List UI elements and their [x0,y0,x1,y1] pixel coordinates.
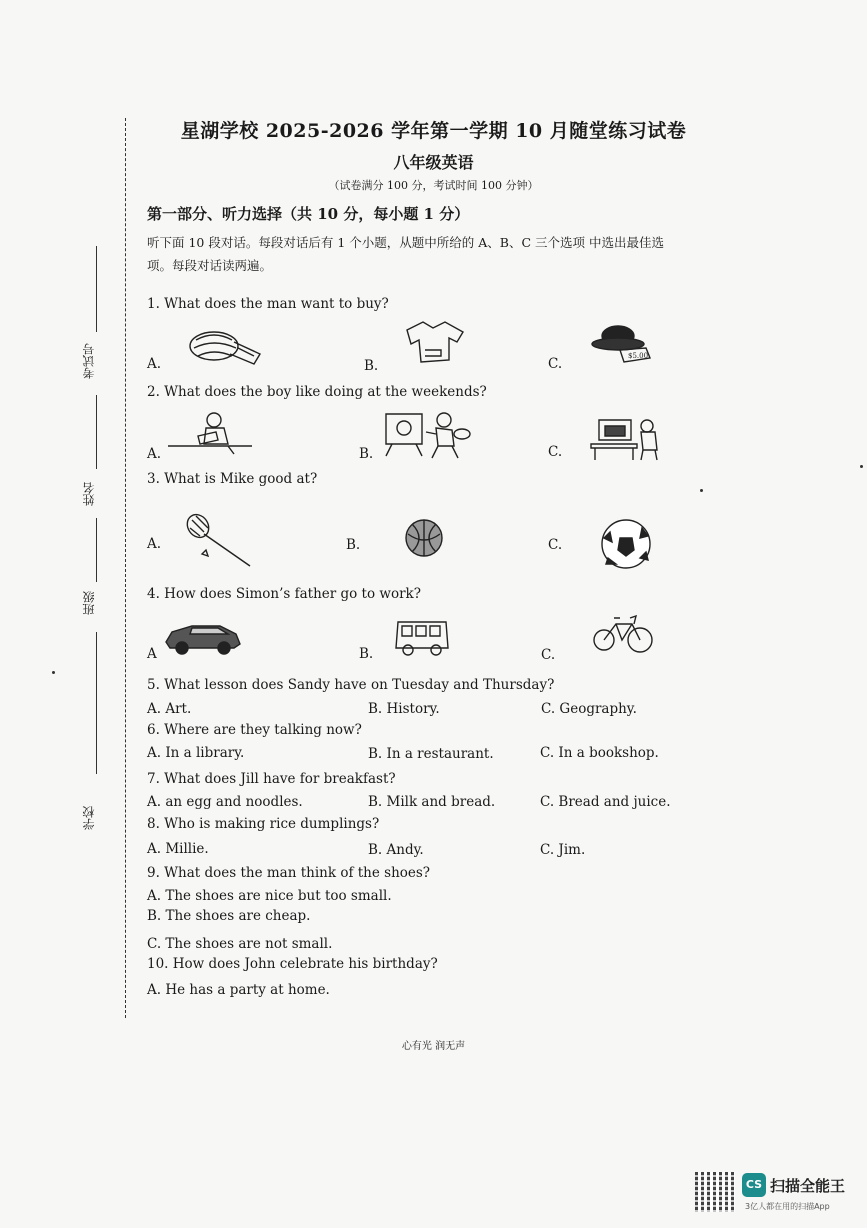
car-icon [162,616,242,656]
option-a: A. The shoes are nice but too small. [147,888,392,904]
football-icon [598,518,654,570]
question-6: 6. Where are they talking now? [147,722,362,738]
scan-speck [700,489,703,492]
question-8: 8. Who is making rice dumplings? [147,816,380,832]
svg-text:$5.00: $5.00 [628,352,649,360]
line-divider [96,246,97,332]
basketball-icon [404,516,444,560]
option-c: C. Geography. [541,701,637,717]
question-9: 9. What does the man think of the shoes? [147,865,431,881]
option-b: B. [359,646,374,662]
option-a: A. In a library. [147,745,245,761]
option-a: A. [147,356,162,372]
section-heading: 第一部分、听力选择（共 10 分，每小题 1 分） [147,205,470,223]
option-b: B. [346,537,361,553]
option-a: A. [147,536,162,552]
binding-dashed-line [125,118,126,1018]
option-b: B. The shoes are cheap. [147,908,311,924]
question-3: 3. What is Mike good at? [147,471,318,487]
camscanner-tagline: 3亿人都在用的扫描App [745,1202,830,1211]
question-1: 1. What does the man want to buy? [147,296,389,312]
option-c: C. The shoes are not small. [147,936,333,952]
option-c: C. [548,444,563,460]
option-c: C. In a bookshop. [540,745,659,761]
question-2: 2. What does the boy like doing at the weekends? [147,384,487,400]
painting-icon [382,410,474,458]
option-a: A. Art. [147,701,192,717]
school-label: 学校 [82,806,96,830]
option-b: B. Andy. [368,842,424,858]
class-label: 班级 [82,591,96,615]
exam-note: （试卷满分 100 分，考试时间 100 分钟） [328,179,539,192]
option-a: A. [147,446,162,462]
line-divider [96,395,97,469]
scan-speck [52,671,55,674]
computer-icon [585,410,661,462]
camscanner-name: 扫描全能王 [770,1177,846,1195]
exam-subtitle: 八年级英语 [393,153,474,172]
line-divider [96,632,97,774]
exam-title: 星湖学校 2025-2026 学年第一学期 10 月随堂练习试卷 [180,120,687,142]
bus-icon [392,612,452,658]
option-a: A. He has a party at home. [147,982,330,998]
option-c: C. [548,537,563,553]
option-a: A. Millie. [147,841,209,857]
footer-motto: 心有光 润无声 [401,1041,466,1052]
question-4: 4. How does Simon’s father go to work? [147,586,421,602]
option-c: C. [548,356,563,372]
section-instructions: 听下面 10 段对话。每段对话后有 1 个小题，从题中所给的 A、B、C 三个选项 中选出最佳选项。每段对话读两遍。 [147,235,664,273]
cap-icon [590,322,654,366]
bicycle-icon [592,610,654,654]
option-b: B. [364,358,379,374]
option-a: A. an egg and noodles. [147,794,303,810]
option-c: C. Bread and juice. [540,794,671,810]
badminton-racket-icon [184,512,256,570]
option-b: B. In a restaurant. [368,746,494,762]
question-5: 5. What lesson does Sandy have on Tuesday and Thursday? [147,677,555,693]
exam-number-label: 考试号 [82,343,96,379]
boy-reading-icon [168,410,252,456]
question-10: 10. How does John celebrate his birthday? [147,956,438,972]
name-label: 姓名 [82,482,96,506]
scan-speck [860,465,863,468]
option-b: B. Milk and bread. [368,794,496,810]
line-divider [96,518,97,582]
question-7: 7. What does Jill have for breakfast? [147,771,396,787]
option-b: B. History. [368,701,440,717]
qr-code-icon [695,1172,735,1212]
scarf-icon [188,326,268,368]
option-b: B. [359,446,374,462]
option-a: A [147,646,157,662]
shirt-icon [403,320,469,366]
option-c: C. Jim. [540,842,586,858]
option-c: C. [541,647,556,663]
camscanner-logo: CS [742,1173,766,1197]
